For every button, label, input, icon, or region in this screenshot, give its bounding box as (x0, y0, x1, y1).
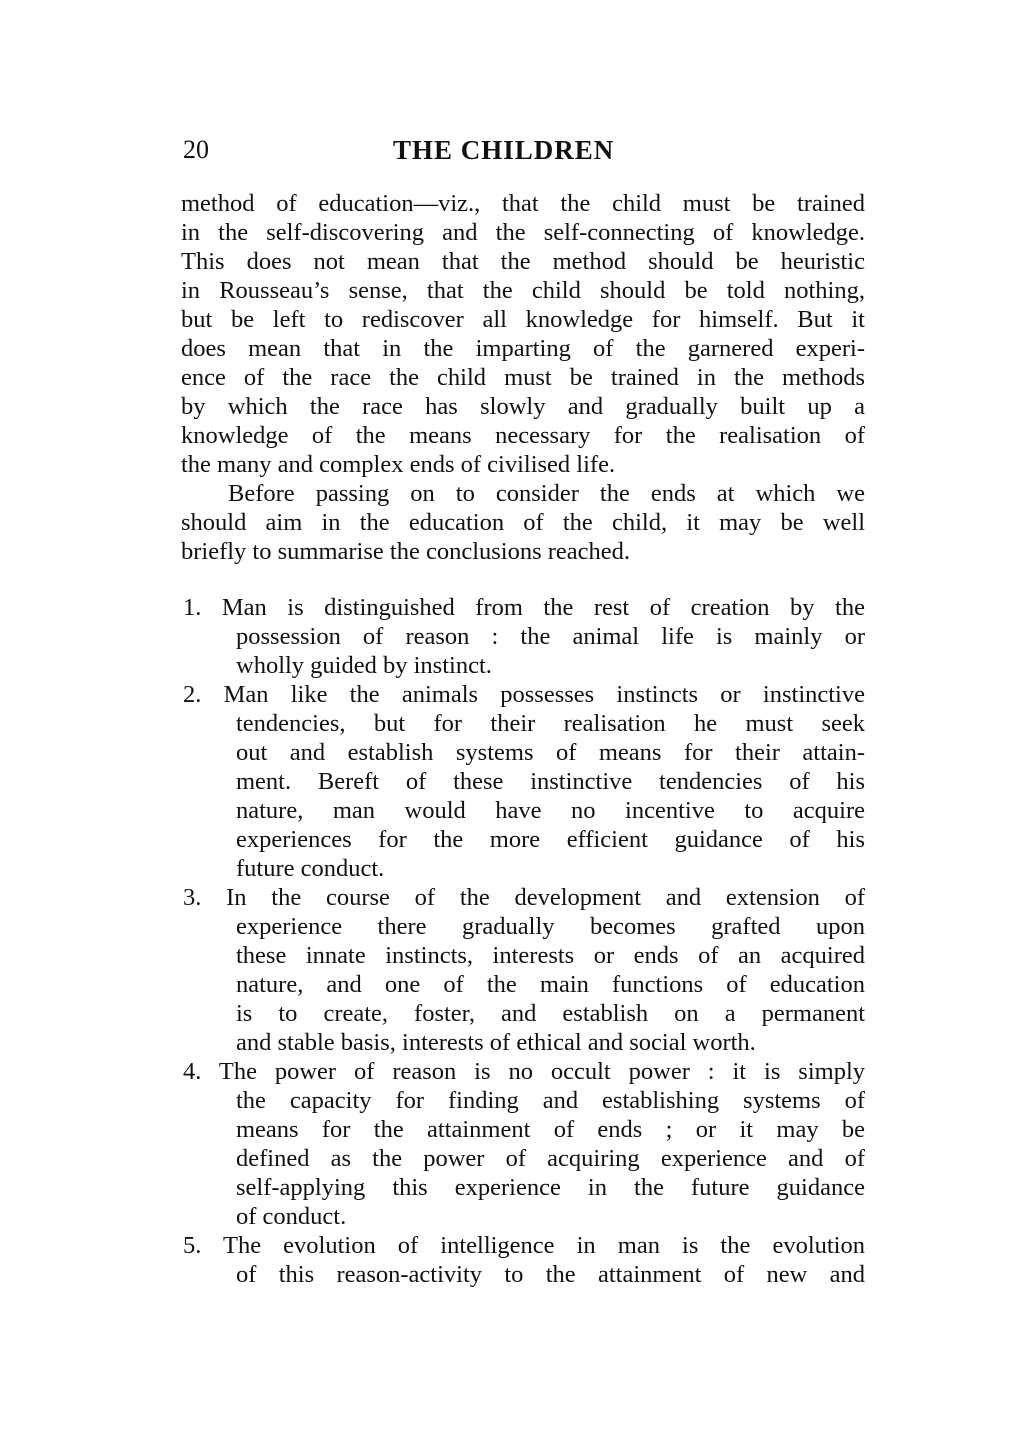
text-line: self-applying this experience in the future guidance (236, 1174, 865, 1201)
page-header (183, 132, 863, 172)
text-line: tendencies, but for their realisation he must seek (236, 710, 865, 737)
text-line: is to create, foster, and establish on a permanent (236, 1000, 865, 1027)
text-line: Before passing on to consider the ends at which we (228, 480, 865, 507)
text-line: should aim in the education of the child, it may be well (181, 509, 865, 536)
text-line: means for the attainment of ends ; or it may be (236, 1116, 865, 1143)
text-line: the many and complex ends of civilised life. (181, 451, 616, 478)
text-line: possession of reason : the animal life is mainly or (236, 623, 865, 650)
text-line: future conduct. (236, 855, 385, 882)
text-line: of conduct. (236, 1203, 347, 1230)
text-line: ence of the race the child must be trained in the methods (181, 364, 865, 391)
text-line: 5. The evolution of intelligence in man is the evolution (183, 1232, 865, 1259)
text-line: by which the race has slowly and gradually built up a (181, 393, 865, 420)
text-line: 4. The power of reason is no occult power : it is simply (183, 1058, 865, 1085)
text-line: nature, and one of the main functions of education (236, 971, 865, 998)
text-line: experience there gradually becomes grafted upon (236, 913, 865, 940)
text-line: and stable basis, interests of ethical and social worth. (236, 1029, 756, 1056)
text-line: experiences for the more efficient guidance of his (236, 826, 865, 853)
text-line: defined as the power of acquiring experience and of (236, 1145, 865, 1172)
text-line: 2. Man like the animals possesses instincts or instinctive (183, 681, 865, 708)
text-line: these innate instincts, interests or ends of an acquired (236, 942, 865, 969)
text-line: nature, man would have no incentive to acquire (236, 797, 865, 824)
text-line: briefly to summarise the conclusions reached. (181, 538, 631, 565)
text-line: wholly guided by instinct. (236, 652, 492, 679)
text-line: in Rousseau’s sense, that the child should be told nothing, (181, 277, 865, 304)
text-line: ment. Bereft of these instinctive tendencies of his (236, 768, 865, 795)
text-line: method of education—viz., that the child must be trained (181, 190, 865, 217)
text-line: does mean that in the imparting of the garnered experi- (181, 335, 865, 362)
text-line: of this reason-activity to the attainment of new and (236, 1261, 865, 1288)
text-line: in the self-discovering and the self-connecting of knowledge. (181, 219, 865, 246)
page-number: 20 (183, 135, 209, 164)
text-line: the capacity for finding and establishing systems of (236, 1087, 865, 1114)
text-line: 3. In the course of the development and extension of (183, 884, 865, 911)
running-title: THE CHILDREN (393, 135, 615, 165)
text-line: This does not mean that the method should be heuristic (181, 248, 865, 275)
text-line: knowledge of the means necessary for the realisation of (181, 422, 865, 449)
text-line: out and establish systems of means for their attain- (236, 739, 865, 766)
text-line: 1. Man is distinguished from the rest of creation by the (183, 594, 865, 621)
text-line: but be left to rediscover all knowledge for himself. But it (181, 306, 865, 333)
